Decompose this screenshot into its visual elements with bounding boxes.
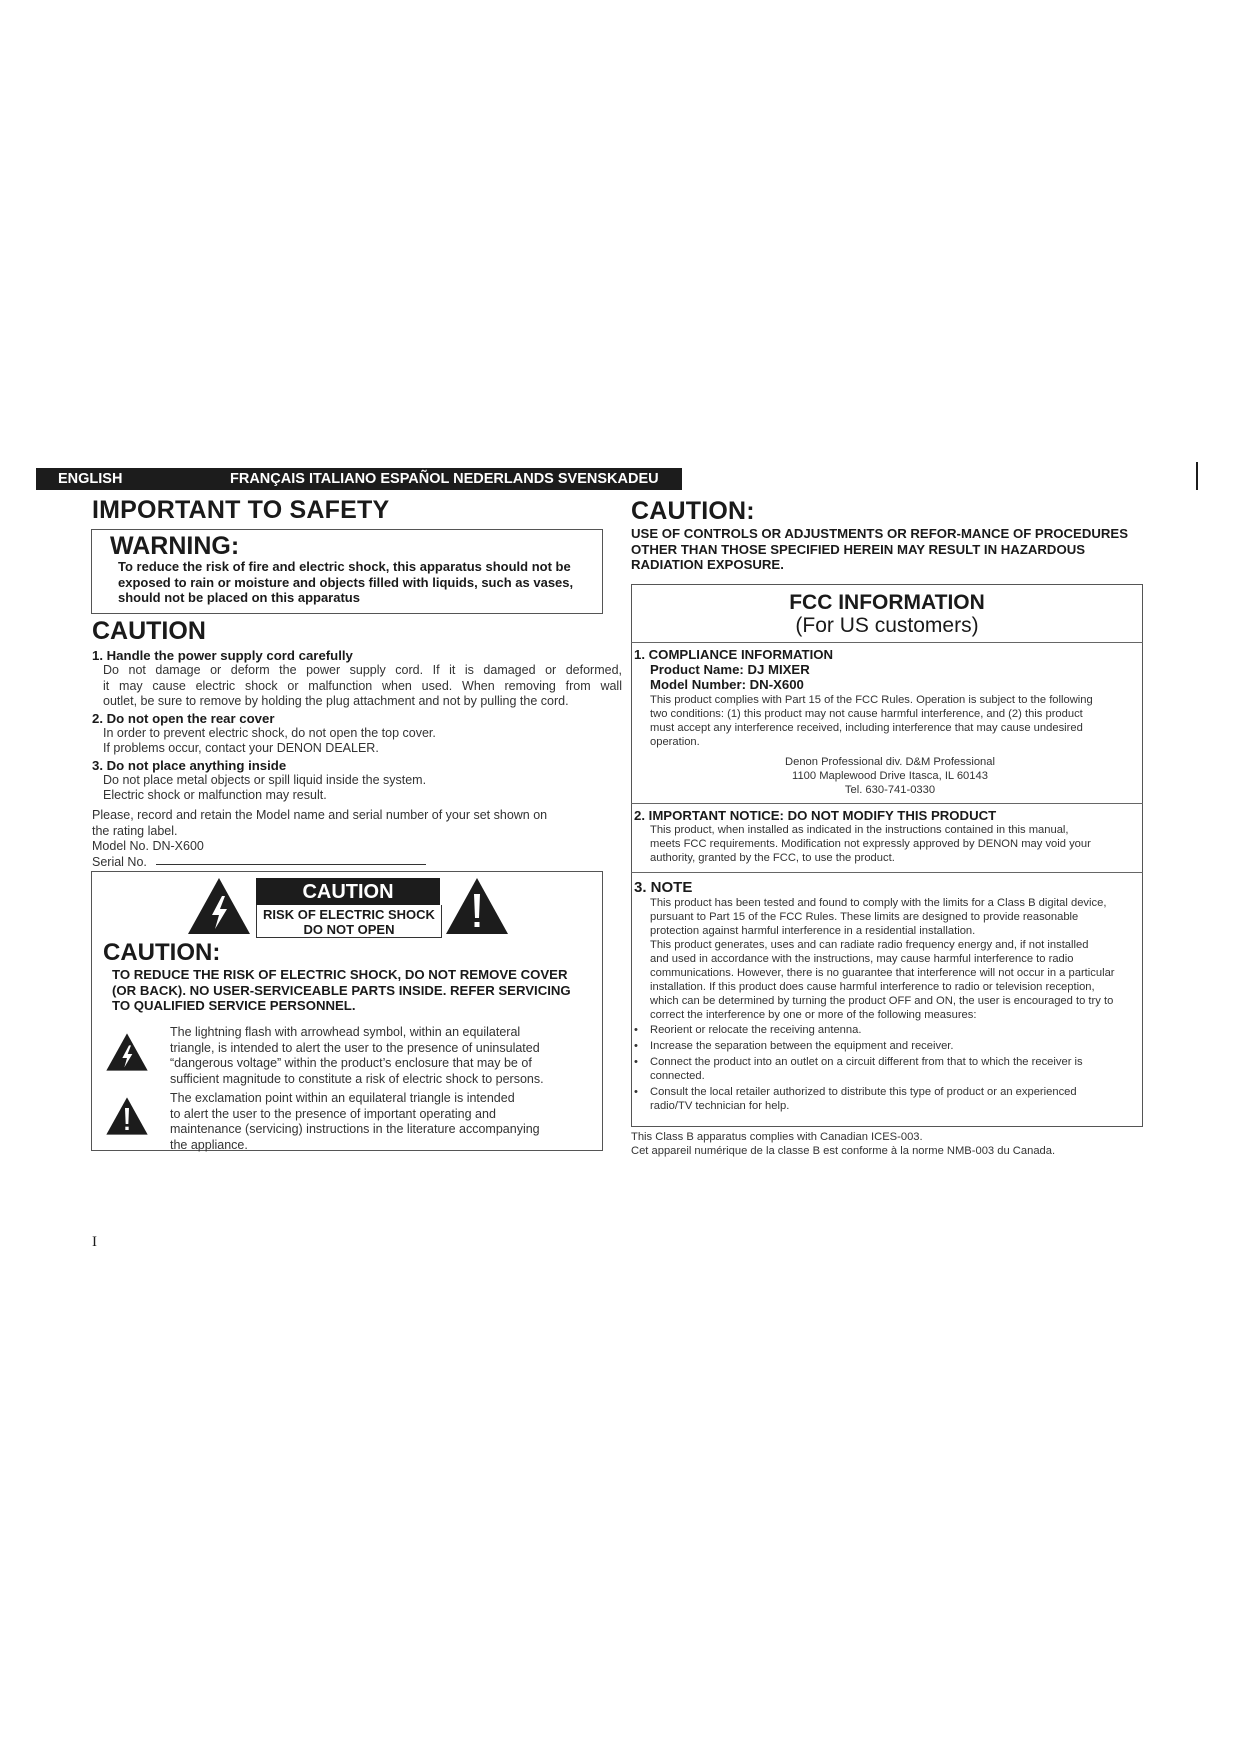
text-line: In order to prevent electric shock, do not open the top cover. bbox=[103, 725, 436, 740]
text-line: The lightning flash with arrowhead symbol, within an equilateral bbox=[170, 1025, 521, 1039]
text-line: Do not damage or deform the power supply cord. If it is damaged or deformed, bbox=[103, 663, 622, 677]
text-line: Electric shock or malfunction may result. bbox=[103, 788, 327, 802]
risk-text: RISK OF ELECTRIC SHOCK bbox=[263, 907, 435, 922]
caution-item-text bbox=[92, 726, 622, 757]
warning-line: should not be placed on this apparatus bbox=[118, 590, 360, 605]
bullet-icon: • bbox=[634, 1040, 638, 1052]
text-line: radio/TV technician for help. bbox=[650, 1100, 790, 1112]
text-line: “dangerous voltage” within the product’s enclosure that may be of bbox=[170, 1056, 532, 1070]
symbol-caution-text bbox=[112, 967, 592, 1014]
text-line: must accept any interference received, including interference that may cause undesired bbox=[650, 722, 1083, 734]
text-line: meets FCC requirements. Modification not expressly approved by DENON may void your bbox=[650, 838, 1091, 850]
text-line: outlet, be sure to remove by holding the plug attachment and not by pulling the cord. bbox=[103, 694, 569, 708]
note-heading: 3. NOTE bbox=[634, 879, 693, 896]
text-line: TO REDUCE THE RISK OF ELECTRIC SHOCK, DO NOT REMOVE COVER bbox=[112, 967, 568, 982]
text-line: maintenance (servicing) instructions in the literature accompanying bbox=[170, 1122, 540, 1136]
text-line: USE OF CONTROLS OR ADJUSTMENTS OR REFOR-MANCE OF PROCEDURES bbox=[631, 526, 1128, 541]
fcc-title: FCC INFORMATION bbox=[789, 591, 985, 614]
text-line: connected. bbox=[650, 1070, 705, 1082]
text-line: (OR BACK). NO USER-SERVICEABLE PARTS INSIDE. REFER SERVICING bbox=[112, 982, 571, 998]
serial-number-label: Serial No. bbox=[92, 854, 147, 869]
serial-number-line bbox=[156, 864, 426, 865]
right-caution-text bbox=[631, 526, 1151, 573]
compliance-heading: 1. COMPLIANCE INFORMATION bbox=[634, 647, 834, 662]
text-line: the rating label. bbox=[92, 823, 178, 838]
language-tab-english[interactable]: ENGLISH bbox=[58, 471, 123, 487]
product-name: Product Name: DJ MIXER bbox=[650, 662, 810, 677]
address-line: Tel. 630-741-0330 bbox=[844, 784, 936, 796]
text-line: Do not place metal objects or spill liquid inside the system. bbox=[103, 772, 427, 787]
exclamation-explanation bbox=[170, 1091, 600, 1153]
text-line: This product complies with Part 15 of the FCC Rules. Operation is subject to the following bbox=[650, 694, 1093, 706]
do-not-open-text: DO NOT OPEN bbox=[303, 922, 395, 937]
divider bbox=[631, 872, 1143, 873]
margin-rule bbox=[1196, 462, 1198, 490]
text-line: two conditions: (1) this product may not cause harmful interference, and (2) this product bbox=[650, 708, 1083, 720]
text-line: This product has been tested and found to comply with the limits for a Class B digital device, bbox=[650, 897, 1107, 909]
caution-item-heading: 3. Do not place anything inside bbox=[92, 757, 287, 773]
symbol-caution-title: CAUTION: bbox=[103, 939, 221, 966]
text-line: pursuant to Part 15 of the FCC Rules. These limits are designed to provide reasonable bbox=[650, 911, 1079, 923]
bullet-icon: • bbox=[634, 1056, 638, 1068]
fcc-compliance-section bbox=[634, 647, 1154, 797]
text-line: Cet appareil numérique de la classe B est conforme à la norme NMB-003 du Canada. bbox=[631, 1145, 1056, 1157]
caution-item-heading: 2. Do not open the rear cover bbox=[92, 710, 275, 726]
caution-label-top: CAUTION bbox=[256, 878, 440, 905]
compliance-text bbox=[634, 693, 1154, 749]
text-line: This product, when installed as indicated in the instructions contained in this manual, bbox=[650, 824, 1069, 836]
address-line: 1100 Maplewood Drive Itasca, IL 60143 bbox=[792, 770, 988, 782]
language-tabs-other[interactable]: FRANÇAIS ITALIANO ESPAÑOL NEDERLANDS SVENSKADEU bbox=[230, 471, 659, 487]
model-number: Model Number: DN-X600 bbox=[650, 677, 804, 692]
lightning-triangle-icon bbox=[186, 876, 252, 936]
address-line: Denon Professional div. D&M Professional bbox=[785, 756, 995, 768]
page-title: IMPORTANT TO SAFETY bbox=[92, 496, 390, 524]
notice-text bbox=[634, 823, 1154, 865]
page-number: I bbox=[92, 1234, 97, 1250]
text-line: to alert the user to the presence of important operating and bbox=[170, 1106, 496, 1121]
canada-compliance bbox=[631, 1130, 1191, 1158]
company-address bbox=[634, 755, 1146, 797]
text-line: Connect the product into an outlet on a circuit different from that to which the receiver is bbox=[650, 1056, 1083, 1068]
warning-line: exposed to rain or moisture and objects filled with liquids, such as vases, bbox=[118, 574, 574, 590]
text-line: RADIATION EXPOSURE. bbox=[631, 557, 784, 572]
bullet-icon: • bbox=[634, 1086, 638, 1098]
text-line: it may cause electric shock or malfunction when used. When removing from wall bbox=[103, 678, 622, 693]
caution-item-text bbox=[92, 773, 622, 804]
notice-heading: 2. IMPORTANT NOTICE: DO NOT MODIFY THIS PRODUCT bbox=[634, 808, 997, 823]
text-line: protection against harmful interference in a residential installation. bbox=[650, 925, 976, 937]
warning-text bbox=[118, 559, 602, 606]
record-note bbox=[92, 808, 622, 870]
text-line: the appliance. bbox=[170, 1137, 248, 1152]
list-item bbox=[634, 1023, 1174, 1037]
text-line: This Class B apparatus complies with Canadian ICES-003. bbox=[631, 1131, 923, 1143]
text-line: Increase the separation between the equipment and receiver. bbox=[650, 1040, 954, 1052]
text-line: If problems occur, contact your DENON DEALER. bbox=[103, 741, 379, 755]
caution-items bbox=[92, 648, 622, 804]
text-line: This product generates, uses and can radiate radio frequency energy and, if not installed bbox=[650, 939, 1089, 951]
model-number: Model No. DN-X600 bbox=[92, 839, 204, 853]
text-line: installation. If this product does cause harmful interference to radio or television reception, bbox=[650, 981, 1095, 993]
caution-heading: CAUTION bbox=[92, 617, 206, 645]
list-item bbox=[634, 1055, 1174, 1083]
fcc-subtitle: (For US customers) bbox=[795, 614, 979, 637]
text-line: authority, granted by the FCC, to use the product. bbox=[650, 852, 895, 864]
text-line: which can be determined by turning the product OFF and ON, the user is encouraged to try to bbox=[650, 995, 1114, 1007]
text-line: Consult the local retailer authorized to distribute this type of product or an experienced bbox=[650, 1086, 1077, 1098]
exclamation-triangle-icon bbox=[444, 876, 510, 936]
caution-item-heading: 1. Handle the power supply cord carefully bbox=[92, 648, 353, 663]
lightning-triangle-small-icon bbox=[105, 1032, 149, 1072]
divider bbox=[631, 642, 1143, 643]
divider bbox=[631, 803, 1143, 804]
fcc-modify-notice-section bbox=[634, 808, 1154, 865]
text-line: communications. However, there is no guarantee that interference will not occur in a particular bbox=[650, 967, 1115, 979]
text-line: sufficient magnitude to constitute a risk of electric shock to persons. bbox=[170, 1071, 544, 1086]
text-line: and used in accordance with the instructions, may cause harmful interference to radio bbox=[650, 953, 1074, 965]
right-caution-heading: CAUTION: bbox=[631, 497, 755, 525]
text-line: The exclamation point within an equilateral triangle is intended bbox=[170, 1091, 515, 1105]
exclamation-triangle-small-icon bbox=[105, 1096, 149, 1136]
measures-list bbox=[634, 1023, 1174, 1113]
text-line: OTHER THAN THOSE SPECIFIED HEREIN MAY RESULT IN HAZARDOUS bbox=[631, 541, 1086, 557]
caution-label-bottom bbox=[256, 905, 442, 938]
bullet-icon: • bbox=[634, 1024, 638, 1036]
fcc-heading bbox=[631, 591, 1143, 637]
text-line: correct the interference by one or more of the following measures: bbox=[650, 1009, 977, 1021]
fcc-note-section bbox=[634, 879, 1174, 1113]
lightning-explanation bbox=[170, 1025, 600, 1087]
text-line: triangle, is intended to alert the user to the presence of uninsulated bbox=[170, 1040, 540, 1055]
list-item bbox=[634, 1085, 1174, 1113]
language-bar bbox=[36, 468, 682, 490]
list-item bbox=[634, 1039, 1174, 1053]
warning-title: WARNING: bbox=[110, 532, 240, 560]
text-line: Reorient or relocate the receiving antenna. bbox=[650, 1024, 862, 1036]
warning-line: To reduce the risk of fire and electric shock, this apparatus should not be bbox=[118, 559, 571, 574]
caution-item-text bbox=[92, 663, 622, 710]
text-line: operation. bbox=[650, 736, 700, 748]
text-line: Please, record and retain the Model name and serial number of your set shown on bbox=[92, 808, 548, 822]
note-text bbox=[634, 896, 1174, 1022]
text-line: TO QUALIFIED SERVICE PERSONNEL. bbox=[112, 998, 356, 1013]
